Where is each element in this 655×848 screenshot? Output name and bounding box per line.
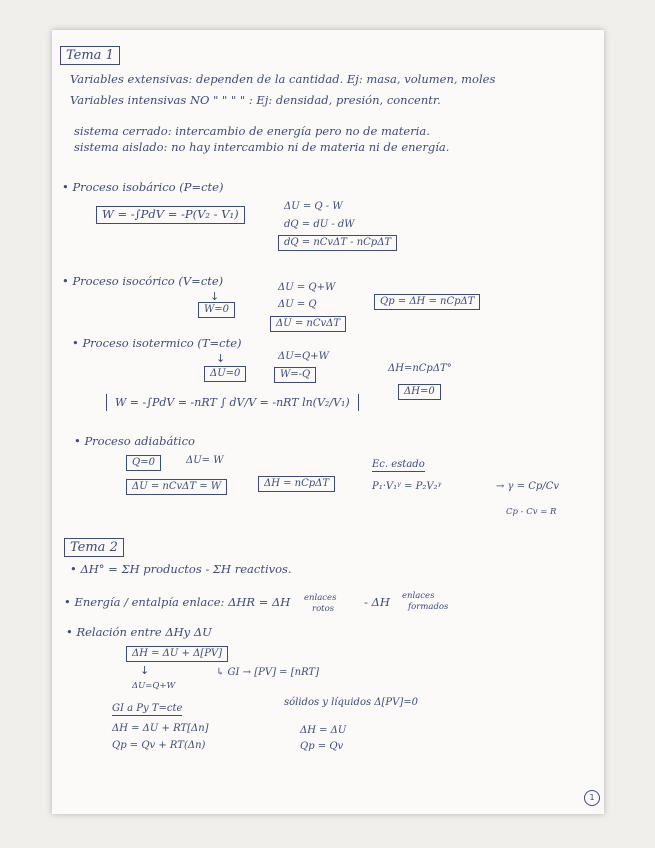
adiabatico-du: ΔU= W xyxy=(186,455,224,466)
adiabatico-du-box: ΔU = nCvΔT = W xyxy=(126,479,227,495)
tema2-enlace-sub2-top: enlaces xyxy=(402,591,435,601)
tema2-dh-box: ΔH = ΔU + Δ[PV] xyxy=(126,646,228,662)
tema2-enlace-sub1-top: enlaces xyxy=(304,593,337,603)
down-arrow-icon: ↓ xyxy=(216,352,226,365)
adiabatico-ec-title: Ec. estado xyxy=(372,459,425,470)
isobarico-dq: dQ = dU - dW xyxy=(284,219,355,230)
tema2-sl-dh: ΔH = ΔU xyxy=(300,725,347,736)
tema2-gi-arrow: ↳ GI → [PV] = [nRT] xyxy=(216,667,319,678)
adiabatico-ec: P₁·V₁ᵞ = P₂V₂ᵞ xyxy=(372,481,442,492)
tema2-du-q: ΔU=Q+W xyxy=(132,681,176,691)
tema2-enlace-sub1-bot: rotos xyxy=(312,604,335,614)
isotermico-title: • Proceso isotermico (T=cte) xyxy=(72,336,242,350)
tema2-gi-title: GI a Py T=cte xyxy=(112,703,183,714)
adiabatico-gamma: → γ = Cp/Cv xyxy=(496,481,559,492)
tema2-gi-dh: ΔH = ΔU + RT[Δn] xyxy=(112,723,209,734)
isotermico-work-integral: W = -∫PdV = -nRT ∫ dV/V = -nRT ln(V₂/V₁) xyxy=(106,394,359,411)
tema2-enlace-main: • Energía / entalpía enlace: ΔHR = ΔH xyxy=(64,595,291,609)
tema1-title: Tema 1 xyxy=(60,46,120,65)
adiabatico-q-box: Q=0 xyxy=(126,455,161,471)
adiabatico-dh-box: ΔH = nCpΔT xyxy=(258,476,335,492)
isocorico-title: • Proceso isocórico (V=cte) xyxy=(62,274,224,288)
isotermico-dh: ΔH=nCpΔT° xyxy=(388,363,452,374)
isotermico-w-box: W=-Q xyxy=(274,367,316,383)
down-arrow-icon: ↓ xyxy=(210,290,220,303)
isocorico-du2: ΔU = Q xyxy=(278,299,317,310)
isotermico-du: ΔU=Q+W xyxy=(278,351,329,362)
isotermico-du-box: ΔU=0 xyxy=(204,366,246,382)
tema2-enlace-sub2-bot: formados xyxy=(408,602,449,612)
tema2-gi-qp: Qp = Qv + RT(Δn) xyxy=(112,740,206,751)
tema1-line-cerrado: sistema cerrado: intercambio de energía pero no de materia. xyxy=(74,124,430,138)
isobarico-work-box: W = -∫PdV = -P(V₂ - V₁) xyxy=(96,206,245,224)
tema2-dh-formation: • ΔH° = ΣH productos - ΣH reactivos. xyxy=(70,562,292,576)
isobarico-dq-box: dQ = nCvΔT - nCpΔT xyxy=(278,235,397,251)
adiabatico-title: • Proceso adiabático xyxy=(74,434,195,448)
isocorico-du1: ΔU = Q+W xyxy=(278,282,336,293)
tema2-title: Tema 2 xyxy=(64,538,124,557)
tema2-sl-qp: Qp = Qv xyxy=(300,741,344,752)
isobarico-du: ΔU = Q - W xyxy=(284,201,343,212)
adiabatico-cp-cv: Cp - Cv = R xyxy=(506,507,557,517)
page-number: 1 xyxy=(584,790,600,806)
tema1-line-aislado: sistema aislado: no hay intercambio ni de materia ni de energía. xyxy=(74,140,450,154)
down-arrow-icon: ↓ xyxy=(140,664,150,677)
isocorico-qp-box: Qp = ΔH = nCpΔT xyxy=(374,294,480,310)
tema2-enlace-minus: - ΔH xyxy=(364,595,390,609)
tema2-solidos-title: sólidos y líquidos Δ[PV]=0 xyxy=(284,697,418,708)
isobarico-title: • Proceso isobárico (P=cte) xyxy=(62,180,224,194)
isocorico-w-box: W=0 xyxy=(198,302,235,318)
tema1-line-intensivas: Variables intensivas NO " " " " : Ej: densidad, presión, concentr. xyxy=(70,93,441,107)
isocorico-du-box: ΔU = nCvΔT xyxy=(270,316,346,332)
isotermico-dh-box: ΔH=0 xyxy=(398,384,441,400)
tema1-line-extensivas: Variables extensivas: dependen de la cantidad. Ej: masa, volumen, moles xyxy=(70,72,496,86)
tema2-relacion-title: • Relación entre ΔHy ΔU xyxy=(66,625,212,639)
